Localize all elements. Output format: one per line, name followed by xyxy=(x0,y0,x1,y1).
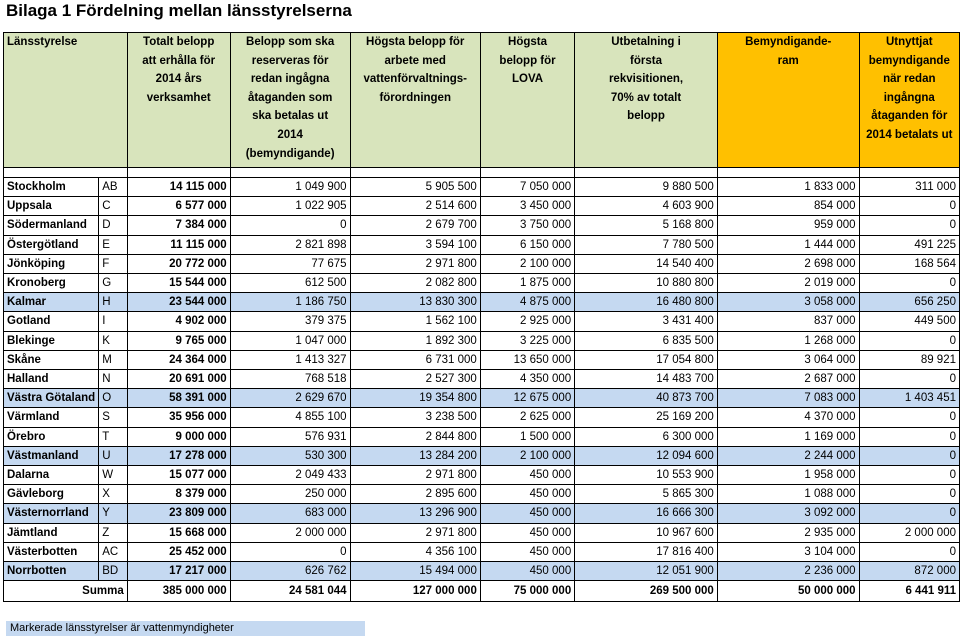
lan-code: Z xyxy=(99,523,128,542)
cell-water: 2 514 600 xyxy=(350,197,480,216)
cell-payout: 10 880 800 xyxy=(575,274,718,293)
cell-water: 5 905 500 xyxy=(350,178,480,197)
header-line: ingångna xyxy=(883,91,935,104)
cell-total: 25 452 000 xyxy=(127,542,230,561)
cell-total: 15 544 000 xyxy=(127,274,230,293)
cell-frame: 1 169 000 xyxy=(717,427,859,446)
lan-code: Y xyxy=(99,504,128,523)
cell-lova: 2 625 000 xyxy=(480,408,574,427)
cell-water: 1 892 300 xyxy=(350,331,480,350)
cell-water: 15 494 000 xyxy=(350,562,480,581)
lan-name: Gotland xyxy=(4,312,99,331)
cell-frame: 2 935 000 xyxy=(717,523,859,542)
lan-name: Södermanland xyxy=(4,216,99,235)
cell-frame: 854 000 xyxy=(717,197,859,216)
cell-total: 23 809 000 xyxy=(127,504,230,523)
lan-name: Kalmar xyxy=(4,293,99,312)
cell-reserved: 1 186 750 xyxy=(230,293,350,312)
cell-lova: 2 100 000 xyxy=(480,254,574,273)
cell-lova: 3 225 000 xyxy=(480,331,574,350)
cell-payout: 17 054 800 xyxy=(575,350,718,369)
lan-code: AB xyxy=(99,178,128,197)
cell-water: 13 296 900 xyxy=(350,504,480,523)
header-line: rekvisitionen, xyxy=(608,73,684,86)
summary-total: 385 000 000 xyxy=(127,581,230,602)
cell-payout: 6 835 500 xyxy=(575,331,718,350)
cell-reserved: 0 xyxy=(230,542,350,561)
cell-frame: 2 687 000 xyxy=(717,370,859,389)
cell-total: 58 391 000 xyxy=(127,389,230,408)
lan-code: T xyxy=(99,427,128,446)
header-line: reserveras för xyxy=(251,54,329,67)
cell-lova: 450 000 xyxy=(480,504,574,523)
table-row xyxy=(4,274,960,293)
header-line: 2014 xyxy=(277,128,303,141)
cell-lova: 4 350 000 xyxy=(480,370,574,389)
cell-water: 2 971 800 xyxy=(350,466,480,485)
cell-reserved: 1 022 905 xyxy=(230,197,350,216)
cell-reserved: 379 375 xyxy=(230,312,350,331)
lan-code: E xyxy=(99,235,128,254)
lan-code: X xyxy=(99,485,128,504)
cell-total: 23 544 000 xyxy=(127,293,230,312)
cell-frame: 1 088 000 xyxy=(717,485,859,504)
allocation-table xyxy=(3,32,960,602)
summary-frame: 50 000 000 xyxy=(717,581,859,602)
header-line: åtaganden för xyxy=(871,110,948,123)
header-lansstyrelse xyxy=(4,33,128,168)
cell-payout: 16 480 800 xyxy=(575,293,718,312)
cell-total: 11 115 000 xyxy=(127,235,230,254)
cell-frame: 1 833 000 xyxy=(717,178,859,197)
cell-water: 19 354 800 xyxy=(350,389,480,408)
summary-reserved: 24 581 044 xyxy=(230,581,350,602)
lan-code: AC xyxy=(99,542,128,561)
cell-water: 2 527 300 xyxy=(350,370,480,389)
cell-total: 14 115 000 xyxy=(127,178,230,197)
lan-name: Östergötland xyxy=(4,235,99,254)
cell-lova: 2 925 000 xyxy=(480,312,574,331)
cell-used: 491 225 xyxy=(859,235,959,254)
lan-code: S xyxy=(99,408,128,427)
lan-name: Jönköping xyxy=(4,254,99,273)
table-row xyxy=(4,197,960,216)
cell-lova: 450 000 xyxy=(480,466,574,485)
table-row xyxy=(4,446,960,465)
cell-used: 0 xyxy=(859,370,959,389)
header-line: belopp för xyxy=(499,54,556,67)
header-line: Bemyndigande- xyxy=(745,36,832,48)
cell-lova: 1 500 000 xyxy=(480,427,574,446)
cell-water: 1 562 100 xyxy=(350,312,480,331)
lan-code: H xyxy=(99,293,128,312)
lan-name: Blekinge xyxy=(4,331,99,350)
cell-payout: 10 967 600 xyxy=(575,523,718,542)
cell-used: 0 xyxy=(859,331,959,350)
cell-payout: 14 540 400 xyxy=(575,254,718,273)
header-line: bemyndigande xyxy=(868,54,950,67)
header-line: Totalt belopp xyxy=(143,36,215,48)
header-lova xyxy=(480,33,574,168)
lan-name: Halland xyxy=(4,370,99,389)
header-line: (bemyndigande) xyxy=(245,147,335,160)
cell-used: 0 xyxy=(859,485,959,504)
cell-frame: 2 236 000 xyxy=(717,562,859,581)
cell-payout: 10 553 900 xyxy=(575,466,718,485)
cell-used: 89 921 xyxy=(859,350,959,369)
cell-reserved: 576 931 xyxy=(230,427,350,446)
cell-used: 0 xyxy=(859,216,959,235)
cell-water: 13 830 300 xyxy=(350,293,480,312)
summary-label: Summa xyxy=(4,581,128,602)
lan-name: Uppsala xyxy=(4,197,99,216)
lan-name: Västmanland xyxy=(4,446,99,465)
summary-water: 127 000 000 xyxy=(350,581,480,602)
header-payout xyxy=(575,33,718,168)
cell-used: 311 000 xyxy=(859,178,959,197)
header-row xyxy=(4,33,960,168)
cell-reserved: 612 500 xyxy=(230,274,350,293)
table-row xyxy=(4,178,960,197)
lan-name: Örebro xyxy=(4,427,99,446)
lan-code: U xyxy=(99,446,128,465)
cell-frame: 2 019 000 xyxy=(717,274,859,293)
cell-total: 8 379 000 xyxy=(127,485,230,504)
cell-used: 0 xyxy=(859,446,959,465)
cell-total: 9 765 000 xyxy=(127,331,230,350)
cell-frame: 1 444 000 xyxy=(717,235,859,254)
cell-used: 2 000 000 xyxy=(859,523,959,542)
header-line: första xyxy=(630,54,662,67)
header-line: åtaganden som xyxy=(247,91,333,104)
cell-lova: 12 675 000 xyxy=(480,389,574,408)
lan-name: Kronoberg xyxy=(4,274,99,293)
cell-total: 20 691 000 xyxy=(127,370,230,389)
cell-water: 2 971 800 xyxy=(350,254,480,273)
cell-reserved: 2 629 670 xyxy=(230,389,350,408)
lan-code: BD xyxy=(99,562,128,581)
cell-water: 4 356 100 xyxy=(350,542,480,561)
cell-frame: 837 000 xyxy=(717,312,859,331)
cell-lova: 450 000 xyxy=(480,485,574,504)
cell-frame: 3 064 000 xyxy=(717,350,859,369)
table-body xyxy=(4,168,960,581)
cell-payout: 40 873 700 xyxy=(575,389,718,408)
cell-total: 35 956 000 xyxy=(127,408,230,427)
cell-frame: 2 698 000 xyxy=(717,254,859,273)
cell-water: 3 238 500 xyxy=(350,408,480,427)
cell-payout: 5 168 800 xyxy=(575,216,718,235)
cell-frame: 3 104 000 xyxy=(717,542,859,561)
lan-name: Västernorrland xyxy=(4,504,99,523)
cell-lova: 450 000 xyxy=(480,523,574,542)
lan-name: Västerbotten xyxy=(4,542,99,561)
cell-water: 6 731 000 xyxy=(350,350,480,369)
cell-payout: 3 431 400 xyxy=(575,312,718,331)
cell-reserved: 1 049 900 xyxy=(230,178,350,197)
header-line: ram xyxy=(777,54,799,67)
cell-payout: 12 051 900 xyxy=(575,562,718,581)
cell-payout: 17 816 400 xyxy=(575,542,718,561)
table-row xyxy=(4,331,960,350)
header-line: Belopp som ska xyxy=(246,36,335,48)
cell-lova: 6 150 000 xyxy=(480,235,574,254)
cell-water: 2 971 800 xyxy=(350,523,480,542)
lan-code: C xyxy=(99,197,128,216)
cell-water: 2 844 800 xyxy=(350,427,480,446)
header-line: belopp xyxy=(627,110,665,123)
cell-water: 2 895 600 xyxy=(350,485,480,504)
table-row xyxy=(4,216,960,235)
cell-total: 15 668 000 xyxy=(127,523,230,542)
header-used xyxy=(859,33,959,168)
table-row xyxy=(4,293,960,312)
spacer-row xyxy=(4,168,960,178)
table-row xyxy=(4,312,960,331)
header-line: arbete med xyxy=(384,54,446,67)
header-line: 70% av totalt xyxy=(610,91,682,104)
table-row xyxy=(4,408,960,427)
summary-lova: 75 000 000 xyxy=(480,581,574,602)
header-line: Utnyttjat xyxy=(885,36,933,48)
cell-frame: 1 958 000 xyxy=(717,466,859,485)
cell-lova: 7 050 000 xyxy=(480,178,574,197)
cell-water: 13 284 200 xyxy=(350,446,480,465)
cell-used: 0 xyxy=(859,427,959,446)
cell-used: 168 564 xyxy=(859,254,959,273)
header-water xyxy=(350,33,480,168)
cell-used: 0 xyxy=(859,466,959,485)
cell-frame: 7 083 000 xyxy=(717,389,859,408)
lan-code: F xyxy=(99,254,128,273)
cell-payout: 7 780 500 xyxy=(575,235,718,254)
cell-used: 872 000 xyxy=(859,562,959,581)
lan-name: Västra Götaland xyxy=(4,389,99,408)
lan-code: W xyxy=(99,466,128,485)
cell-water: 2 082 800 xyxy=(350,274,480,293)
header-frame xyxy=(717,33,859,168)
header-line: när redan xyxy=(883,73,936,86)
cell-lova: 3 750 000 xyxy=(480,216,574,235)
lan-code: G xyxy=(99,274,128,293)
table-row xyxy=(4,523,960,542)
cell-reserved: 626 762 xyxy=(230,562,350,581)
cell-payout: 25 169 200 xyxy=(575,408,718,427)
cell-total: 6 577 000 xyxy=(127,197,230,216)
header-line: ska betalas ut xyxy=(252,110,329,123)
lan-name: Dalarna xyxy=(4,466,99,485)
header-line: förordningen xyxy=(379,91,451,104)
header-line: LOVA xyxy=(511,73,544,86)
lan-code: I xyxy=(99,312,128,331)
cell-reserved: 1 047 000 xyxy=(230,331,350,350)
cell-used: 449 500 xyxy=(859,312,959,331)
cell-total: 9 000 000 xyxy=(127,427,230,446)
cell-frame: 3 092 000 xyxy=(717,504,859,523)
header-line: 2014 års xyxy=(155,73,202,86)
cell-frame: 959 000 xyxy=(717,216,859,235)
cell-payout: 4 603 900 xyxy=(575,197,718,216)
lan-code: O xyxy=(99,389,128,408)
summary-row xyxy=(4,581,960,602)
cell-lova: 3 450 000 xyxy=(480,197,574,216)
cell-payout: 5 865 300 xyxy=(575,485,718,504)
cell-lova: 4 875 000 xyxy=(480,293,574,312)
cell-reserved: 2 000 000 xyxy=(230,523,350,542)
cell-used: 0 xyxy=(859,197,959,216)
header-line: Högsta belopp för xyxy=(366,36,465,48)
cell-water: 3 594 100 xyxy=(350,235,480,254)
summary-payout: 269 500 000 xyxy=(575,581,718,602)
cell-reserved: 2 821 898 xyxy=(230,235,350,254)
header-reserved xyxy=(230,33,350,168)
table-row xyxy=(4,485,960,504)
cell-total: 20 772 000 xyxy=(127,254,230,273)
lan-code: N xyxy=(99,370,128,389)
table-row xyxy=(4,254,960,273)
cell-reserved: 0 xyxy=(230,216,350,235)
lan-name: Värmland xyxy=(4,408,99,427)
cell-used: 0 xyxy=(859,542,959,561)
table-row xyxy=(4,350,960,369)
cell-total: 24 364 000 xyxy=(127,350,230,369)
cell-payout: 6 300 000 xyxy=(575,427,718,446)
cell-lova: 450 000 xyxy=(480,542,574,561)
cell-used: 656 250 xyxy=(859,293,959,312)
legend-note: Markerade länsstyrelser är vattenmyndigheter xyxy=(6,621,365,636)
lan-name: Norrbotten xyxy=(4,562,99,581)
cell-reserved: 77 675 xyxy=(230,254,350,273)
cell-frame: 4 370 000 xyxy=(717,408,859,427)
table-row xyxy=(4,466,960,485)
table-row xyxy=(4,370,960,389)
table-row xyxy=(4,562,960,581)
cell-total: 4 902 000 xyxy=(127,312,230,331)
header-line: Högsta xyxy=(508,36,548,48)
cell-lova: 13 650 000 xyxy=(480,350,574,369)
cell-total: 7 384 000 xyxy=(127,216,230,235)
cell-reserved: 683 000 xyxy=(230,504,350,523)
header-line: att erhålla för xyxy=(142,54,216,67)
cell-used: 0 xyxy=(859,504,959,523)
cell-frame: 3 058 000 xyxy=(717,293,859,312)
cell-payout: 12 094 600 xyxy=(575,446,718,465)
cell-lova: 2 100 000 xyxy=(480,446,574,465)
cell-water: 2 679 700 xyxy=(350,216,480,235)
cell-payout: 16 666 300 xyxy=(575,504,718,523)
table-row xyxy=(4,504,960,523)
cell-used: 0 xyxy=(859,274,959,293)
cell-total: 15 077 000 xyxy=(127,466,230,485)
lan-name: Stockholm xyxy=(4,178,99,197)
cell-lova: 1 875 000 xyxy=(480,274,574,293)
cell-reserved: 768 518 xyxy=(230,370,350,389)
cell-reserved: 530 300 xyxy=(230,446,350,465)
page-title: Bilaga 1 Fördelning mellan länsstyrelserna xyxy=(6,1,352,20)
cell-total: 17 278 000 xyxy=(127,446,230,465)
header-line: Länsstyrelse xyxy=(7,36,78,48)
header-line: redan ingågna xyxy=(250,73,330,86)
lan-name: Skåne xyxy=(4,350,99,369)
cell-used: 1 403 451 xyxy=(859,389,959,408)
lan-code: K xyxy=(99,331,128,350)
cell-frame: 2 244 000 xyxy=(717,446,859,465)
lan-name: Gävleborg xyxy=(4,485,99,504)
cell-reserved: 2 049 433 xyxy=(230,466,350,485)
lan-name: Jämtland xyxy=(4,523,99,542)
header-total xyxy=(127,33,230,168)
header-line: vattenförvaltnings- xyxy=(363,73,467,86)
cell-total: 17 217 000 xyxy=(127,562,230,581)
summary-used: 6 441 911 xyxy=(859,581,959,602)
cell-used: 0 xyxy=(859,408,959,427)
cell-payout: 14 483 700 xyxy=(575,370,718,389)
header-line: verksamhet xyxy=(146,91,211,104)
cell-payout: 9 880 500 xyxy=(575,178,718,197)
header-line: Utbetalning i xyxy=(611,36,681,48)
cell-reserved: 1 413 327 xyxy=(230,350,350,369)
cell-frame: 1 268 000 xyxy=(717,331,859,350)
cell-lova: 450 000 xyxy=(480,562,574,581)
table-row xyxy=(4,542,960,561)
cell-reserved: 4 855 100 xyxy=(230,408,350,427)
lan-code: D xyxy=(99,216,128,235)
table-row xyxy=(4,427,960,446)
table-row xyxy=(4,235,960,254)
header-line: 2014 betalats ut xyxy=(866,128,953,141)
cell-reserved: 250 000 xyxy=(230,485,350,504)
table-row xyxy=(4,389,960,408)
lan-code: M xyxy=(99,350,128,369)
